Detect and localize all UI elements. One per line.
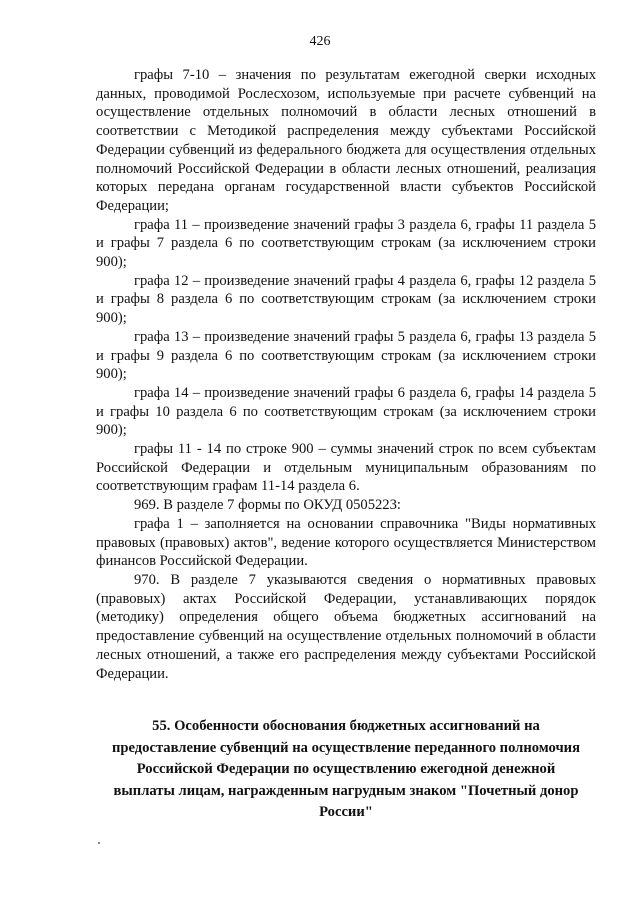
paragraph-969: 969. В разделе 7 формы по ОКУД 0505223: (134, 497, 401, 514)
paragraph-column-13: графа 13 – произведение значений графы 5 раздела 6, графы 13 раздела 5 и графы 9 раздела 6 по соответствующим строкам (за исключением строки 900); (96, 328, 596, 383)
section-heading-55 (96, 716, 596, 824)
paragraph-970: 970. В разделе 7 указываются сведения о нормативных правовых (правовых) актах Российской Федерации, устанавливающих порядок (методику) определения общего объема бюджетных ассигнований на предоставление субвенций на осуществление отдельных полномочий в области лесных отношений, а также его распределения между субъектами Российской Федерации. (96, 571, 596, 682)
paragraph-columns-11-14-row-900: графы 11 - 14 по строке 900 – суммы значений строк по всем субъектам Российской Федерации и отдельным муниципальным образованиям по соответствующим графам 11-14 раздела 6. (96, 441, 596, 495)
heading-line: выплаты лицам, награжденным нагрудным знаком "Почетный донор (113, 782, 579, 799)
scan-artifact-dot (98, 842, 100, 844)
heading-line: предоставление субвенций на осуществление переданного полномочия (111, 739, 580, 756)
paragraph-column-12: графа 12 – произведение значений графы 4 раздела 6, графы 12 раздела 5 и графы 8 раздела 6 по соответствующим строкам (за исключением строки 900); (96, 272, 596, 327)
body-text (96, 66, 596, 683)
heading-line: 55. Особенности обоснования бюджетных ассигнований на (152, 718, 540, 734)
paragraph-columns-7-10: графы 7-10 – значения по результатам ежегодной сверки исходных данных, проводимой Рослесхозом, используемые при расчете субвенций на осуществление отдельных полномочий в области лесных отношений в соответствии с Методикой распределения между субъектами Российской Федерации субвенций из федерального бюджета для осуществления отдельных полномочий Российской Федерации в области лесных отношений, реализация которых передана органам государственной власти субъектов Российской Федерации; (96, 67, 596, 214)
heading-line: Российской Федерации по осуществлению ежегодной денежной (136, 761, 556, 777)
paragraph-column-11: графа 11 – произведение значений графы 3 раздела 6, графы 11 раздела 5 и графы 7 раздела 6 по соответствующим строкам (за исключением строки 900); (96, 216, 596, 271)
heading-line: России" (319, 804, 373, 820)
paragraph-column-14: графа 14 – произведение значений графы 6 раздела 6, графы 14 раздела 5 и графы 10 раздела 6 по соответствующим строкам (за исключением строки 900); (96, 384, 596, 439)
paragraph-column-1: графа 1 – заполняется на основании справочника "Виды нормативных правовых (правовых) актов", ведение которого осуществляется Министерством финансов Российской Федерации. (96, 515, 596, 570)
page-number: 426 (309, 34, 331, 49)
